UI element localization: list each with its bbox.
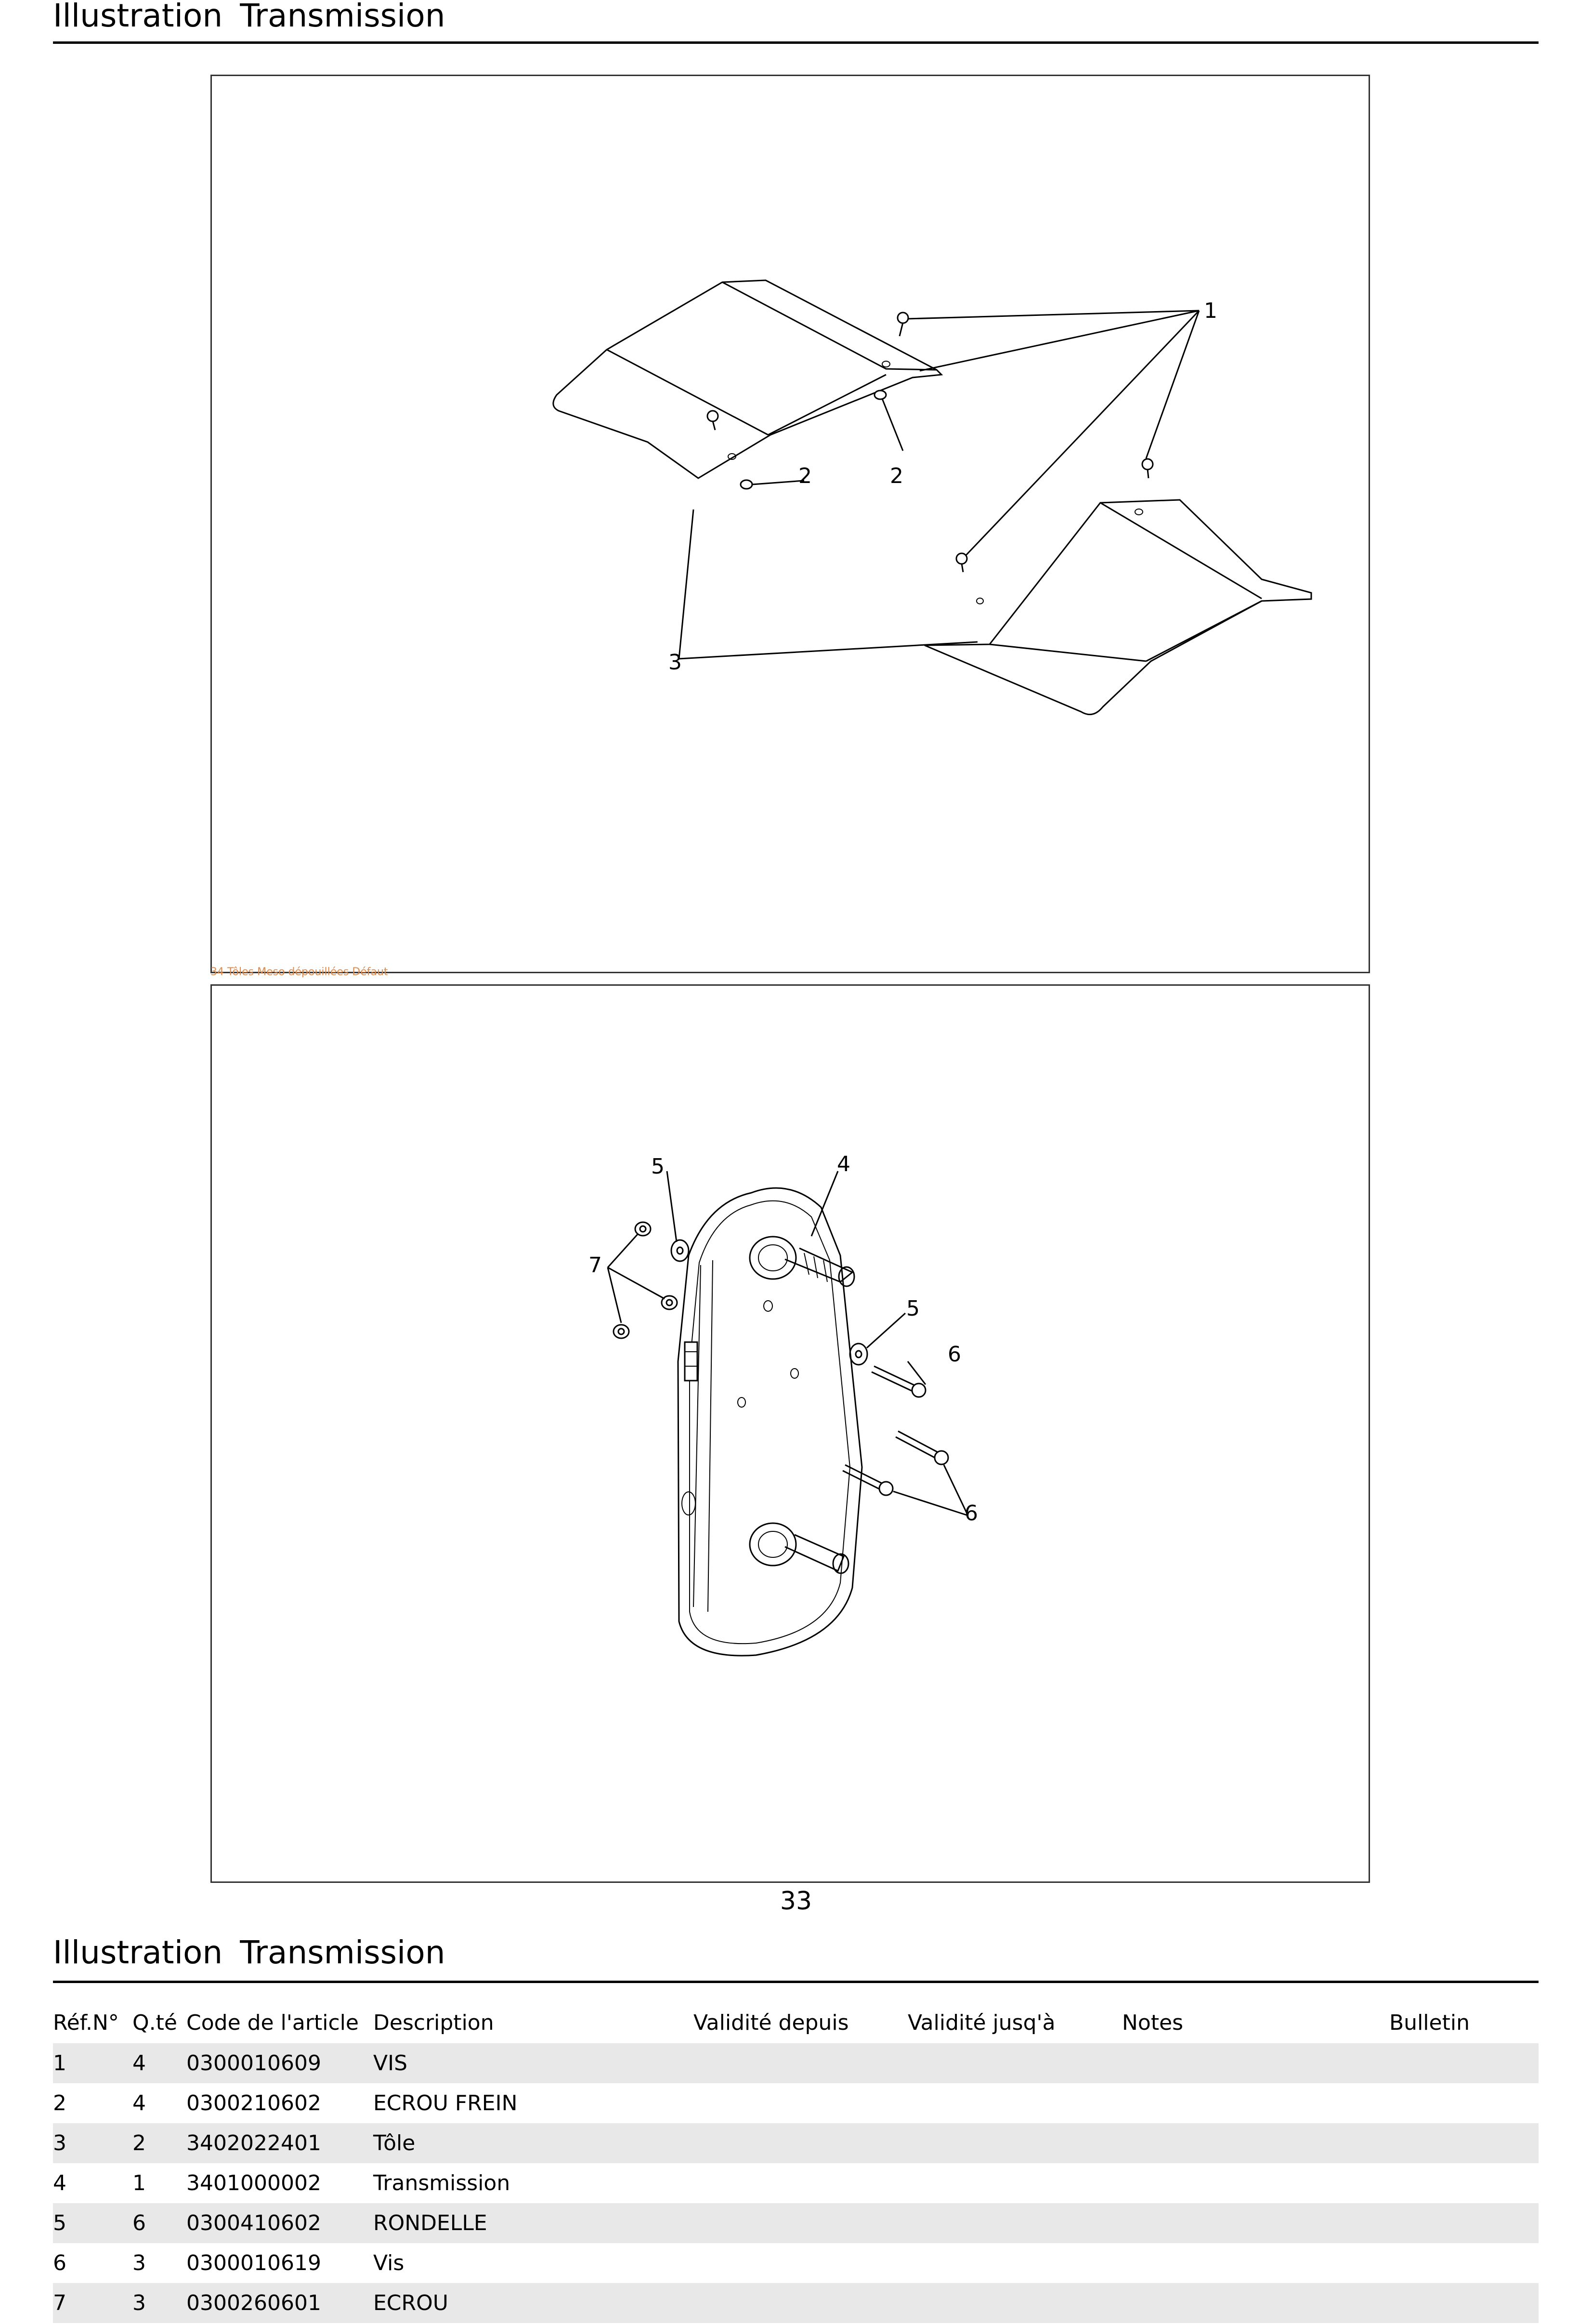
- header2-rule: [53, 1981, 1539, 1983]
- leader-lines-2: [608, 1171, 968, 1515]
- figure-sheets: [210, 75, 1370, 973]
- cell-code: 3402022401: [186, 2131, 321, 2155]
- callout-1: 1: [1204, 299, 1217, 323]
- cell-qty: 3: [132, 2251, 146, 2275]
- lower-shaft: [785, 1535, 848, 1573]
- sheets-drawing: [212, 76, 1371, 975]
- table-row: [53, 2123, 1539, 2163]
- leader-lines-1: [679, 311, 1199, 659]
- callout-7: 7: [588, 1253, 602, 1278]
- cell-ref: 1: [53, 2051, 66, 2076]
- cell-qty: 2: [132, 2131, 146, 2155]
- page-header: [53, 0, 445, 32]
- table-row: [53, 2243, 1539, 2283]
- col-bulletin: Bulletin: [1389, 2010, 1470, 2035]
- header-section: Illustration: [53, 0, 223, 34]
- figure1-caption: 34 Tôles Meso dépouillées Défaut: [210, 966, 388, 978]
- table-row: [53, 2083, 1539, 2123]
- table-row: [53, 2203, 1539, 2243]
- tensioner: [685, 1342, 697, 1381]
- col-valid-from: Validité depuis: [693, 2010, 849, 2035]
- table-row: [53, 2043, 1539, 2083]
- washer-top: [671, 1240, 689, 1261]
- left-sheet: [553, 280, 941, 478]
- header2-section: Illustration: [53, 1934, 223, 1971]
- washer-right: [850, 1344, 867, 1365]
- header-rule: [53, 41, 1539, 44]
- nut-3: [613, 1325, 629, 1338]
- cell-code: 3401000002: [186, 2171, 321, 2195]
- cell-code: 0300010609: [186, 2051, 321, 2076]
- callout-5a: 5: [651, 1154, 665, 1179]
- cell-description: VIS: [373, 2051, 408, 2076]
- callout-2a: 2: [798, 464, 812, 488]
- cell-qty: 6: [132, 2211, 146, 2235]
- callout-3: 3: [668, 650, 682, 675]
- cell-ref: 4: [53, 2171, 66, 2195]
- transmission-case: [678, 1188, 862, 1656]
- col-qty: Q.té: [132, 2010, 177, 2035]
- callout-2b: 2: [890, 464, 903, 488]
- cell-ref: 6: [53, 2251, 66, 2275]
- col-code: Code de l'article: [186, 2010, 359, 2035]
- table-row: [53, 2283, 1539, 2323]
- screw-top: [898, 313, 908, 336]
- nut-mid-left: [741, 480, 752, 489]
- col-description: Description: [373, 2010, 494, 2035]
- cell-ref: 3: [53, 2131, 66, 2155]
- cell-description: ECROU: [373, 2291, 448, 2315]
- col-notes: Notes: [1122, 2010, 1184, 2035]
- cell-description: RONDELLE: [373, 2211, 487, 2235]
- screw-right: [1142, 459, 1153, 478]
- cell-qty: 3: [132, 2291, 146, 2315]
- callout-6b: 6: [965, 1501, 978, 1526]
- cell-description: Transmission: [373, 2171, 510, 2195]
- header2-title: Transmission: [240, 1934, 445, 1971]
- cell-qty: 4: [132, 2051, 146, 2076]
- cell-ref: 2: [53, 2091, 66, 2115]
- cell-code: 0300210602: [186, 2091, 321, 2115]
- callout-5b: 5: [906, 1296, 920, 1321]
- cell-ref: 7: [53, 2291, 66, 2315]
- figure-transmission: [210, 984, 1370, 1883]
- header-title: Transmission: [240, 0, 445, 34]
- cell-description: Vis: [373, 2251, 405, 2275]
- table-row: [53, 2163, 1539, 2203]
- screw-lower: [956, 553, 967, 572]
- cell-description: Tôle: [373, 2131, 416, 2155]
- bolt-2: [896, 1431, 948, 1464]
- transmission-drawing: [212, 986, 1371, 1884]
- parts-table-header: [53, 2003, 1539, 2042]
- cell-code: 0300010619: [186, 2251, 321, 2275]
- cell-qty: 4: [132, 2091, 146, 2115]
- cell-code: 0300260601: [186, 2291, 321, 2315]
- page-number: 33: [780, 1887, 812, 1916]
- cell-description: ECROU FREIN: [373, 2091, 518, 2115]
- nut-top: [874, 391, 886, 399]
- callout-6a: 6: [948, 1342, 961, 1367]
- cell-ref: 5: [53, 2211, 66, 2235]
- callout-4: 4: [837, 1152, 850, 1176]
- cell-qty: 1: [132, 2171, 146, 2195]
- cell-code: 0300410602: [186, 2211, 321, 2235]
- col-valid-to: Validité jusq'à: [908, 2010, 1056, 2035]
- col-ref: Réf.N°: [53, 2010, 119, 2035]
- page-header-2: [53, 1934, 445, 1971]
- bolt-1: [872, 1366, 926, 1397]
- screw-mid-left: [707, 411, 718, 430]
- right-sheet: [925, 500, 1311, 715]
